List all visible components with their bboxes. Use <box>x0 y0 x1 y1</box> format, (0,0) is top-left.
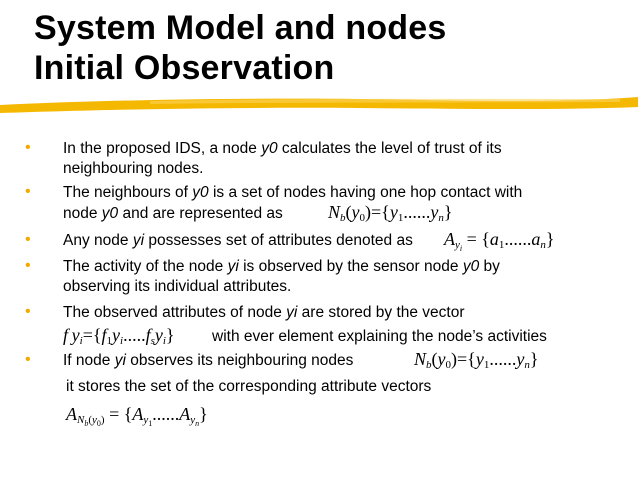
equation-attribute-set: $A_{y_i} = \{a_1......a_n\}$ <box>444 229 555 253</box>
bullet-marker: • <box>25 183 31 200</box>
bullet-marker: • <box>25 231 31 248</box>
bullet-marker: • <box>25 351 31 368</box>
equation-observed-vector: f $y_i=\{f_1y_i.....f_sy_i\}$ <box>63 325 175 347</box>
equation-attribute-vectors: $A_{N_b(y_0)} = \{A_{y_1}......A_{y_n}\}$ <box>66 404 208 428</box>
bullet-6-line-1: If node yi observes its neighbouring nodes <box>63 352 354 369</box>
bullet-4-line-1: The activity of the node yi is observed by the sensor node y0 by <box>63 258 500 275</box>
bullet-marker: • <box>25 139 31 156</box>
bullet-5-line-1: The observed attributes of node yi are stored by the vector <box>63 304 465 321</box>
bullet-marker: • <box>25 257 31 274</box>
bullet-2-line-1: The neighbours of y0 is a set of nodes having one hop contact with <box>63 184 523 201</box>
bullet-5-line-2: with ever element explaining the node’s activities <box>212 328 547 345</box>
bullet-4-line-2: observing its individual attributes. <box>63 278 292 295</box>
bullet-1-line-1: In the proposed IDS, a node y0 calculates the level of trust of its <box>63 140 502 157</box>
bullet-3-line-1: Any node yi possesses set of attributes denoted as <box>63 232 413 249</box>
equation-neighbour-set: $N_b(y_0)=\{y_1......y_n\}$ <box>328 202 453 224</box>
title-line-1: System Model and nodes <box>34 9 447 47</box>
title-line-2: Initial Observation <box>34 49 335 87</box>
bullet-2-line-2: node y0 and are represented as <box>63 205 283 222</box>
bullet-6-line-2: it stores the set of the corresponding attribute vectors <box>66 378 432 395</box>
bullet-marker: • <box>25 303 31 320</box>
bullet-1-line-2: neighbouring nodes. <box>63 160 204 177</box>
equation-neighbour-set-2: $N_b(y_0)=\{y_1......y_n\}$ <box>414 349 539 371</box>
